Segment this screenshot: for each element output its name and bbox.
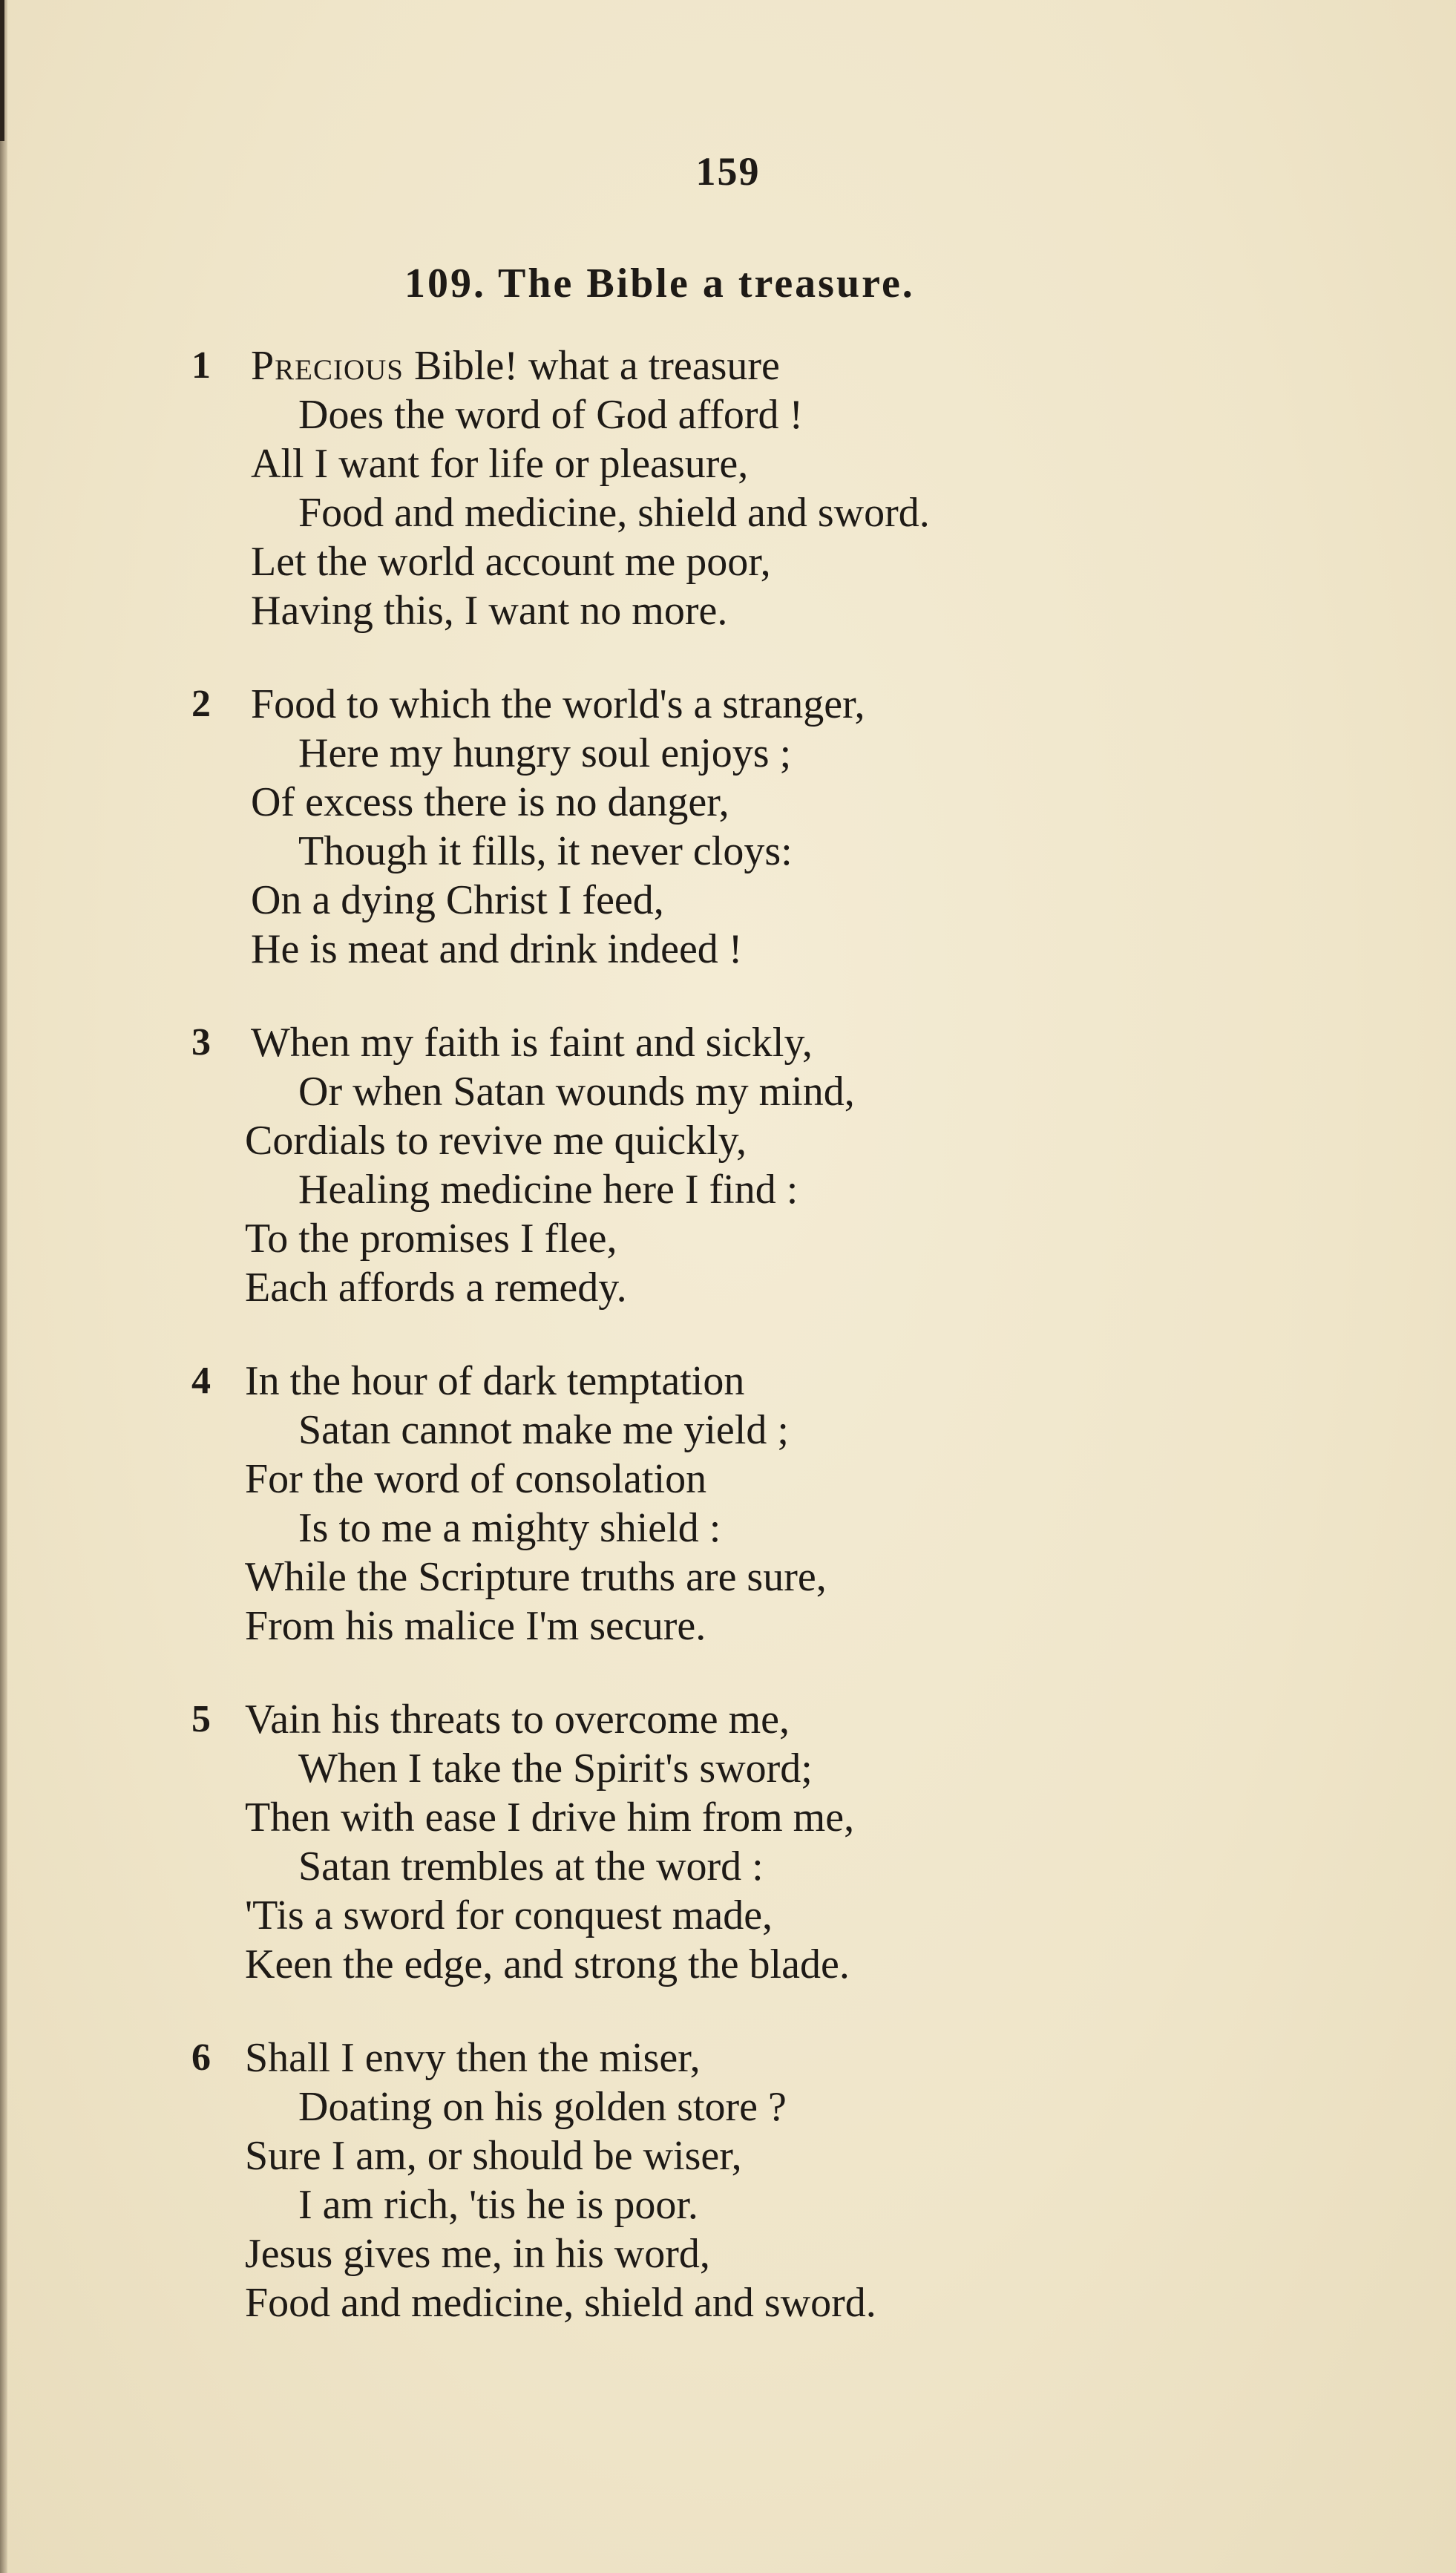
binding-mark: [0, 0, 4, 141]
verse-line: Though it fills, it never cloys:: [298, 828, 793, 874]
verse-line: When my faith is faint and sickly,: [251, 1020, 813, 1066]
verse-line-lead: Precious: [251, 343, 404, 389]
verse-line: Food and medicine, shield and sword.: [298, 490, 930, 536]
verse-line: To the promises I flee,: [245, 1216, 617, 1262]
verse-line: Does the word of God afford !: [298, 392, 804, 438]
verse-line: Keen the edge, and strong the blade.: [245, 1941, 850, 1987]
stanza-number: 6: [191, 2036, 211, 2079]
verse-line: Each affords a remedy.: [245, 1265, 627, 1311]
verse-line: Sure I am, or should be wiser,: [245, 2133, 742, 2179]
verse-line: Then with ease I drive him from me,: [245, 1794, 855, 1841]
verse-line: Healing medicine here I find :: [298, 1167, 798, 1213]
hymn-heading: [404, 260, 915, 307]
verse-line: When I take the Spirit's sword;: [298, 1746, 813, 1792]
stanza: [0, 341, 1456, 635]
verse-line: Or when Satan wounds my mind,: [298, 1069, 855, 1115]
hymn-body: [0, 341, 1456, 2372]
verse-line: [0, 341, 1456, 390]
verse-line: Satan cannot make me yield ;: [298, 1407, 789, 1453]
verse-line: Jesus gives me, in his word,: [245, 2231, 710, 2277]
verse-line: Shall I envy then the miser,: [245, 2035, 701, 2081]
stanza-number: 5: [191, 1698, 211, 1740]
verse-line: 'Tis a sword for conquest made,: [245, 1892, 773, 1938]
verse-line: In the hour of dark temptation: [245, 1358, 745, 1404]
verse-line: He is meat and drink indeed !: [251, 926, 743, 972]
stanza-number: 4: [191, 1360, 211, 1402]
verse-line: From his malice I'm secure.: [245, 1603, 706, 1649]
verse-line: Food and medicine, shield and sword.: [245, 2280, 876, 2326]
verse-line: Here my hungry soul enjoys ;: [298, 730, 792, 776]
verse-line: All I want for life or pleasure,: [251, 441, 749, 487]
verse-line: Cordials to revive me quickly,: [245, 1118, 747, 1164]
verse-line: Doating on his golden store ?: [298, 2084, 787, 2130]
verse-line: On a dying Christ I feed,: [251, 877, 664, 923]
verse-line: While the Scripture truths are sure,: [245, 1554, 827, 1600]
stanza: [0, 1695, 1456, 1989]
verse-line: For the word of consolation: [245, 1456, 707, 1502]
stanza: [0, 2033, 1456, 2327]
verse-line: Let the world account me poor,: [251, 539, 771, 585]
stanza-number: 1: [191, 344, 211, 387]
hymn-number: 109.: [404, 260, 486, 307]
page-number: 159: [695, 149, 761, 194]
verse-line: Vain his threats to overcome me,: [245, 1697, 790, 1743]
verse-line-text: Bible! what a treasure: [404, 343, 780, 389]
stanza-number: 3: [191, 1021, 211, 1063]
verse-line: Satan trembles at the word :: [298, 1843, 764, 1889]
stanza: [0, 680, 1456, 974]
stanza: [0, 1357, 1456, 1651]
hymn-title: The Bible a treasure.: [498, 260, 915, 307]
verse-line: Of excess there is no danger,: [251, 779, 729, 825]
stanza: [0, 1018, 1456, 1312]
stanza-number: 2: [191, 683, 211, 725]
verse-line: I am rich, 'tis he is poor.: [298, 2182, 698, 2228]
verse-line: Having this, I want no more.: [251, 588, 728, 634]
verse-line: Food to which the world's a stranger,: [251, 681, 865, 727]
verse-line: Is to me a mighty shield :: [298, 1505, 721, 1551]
